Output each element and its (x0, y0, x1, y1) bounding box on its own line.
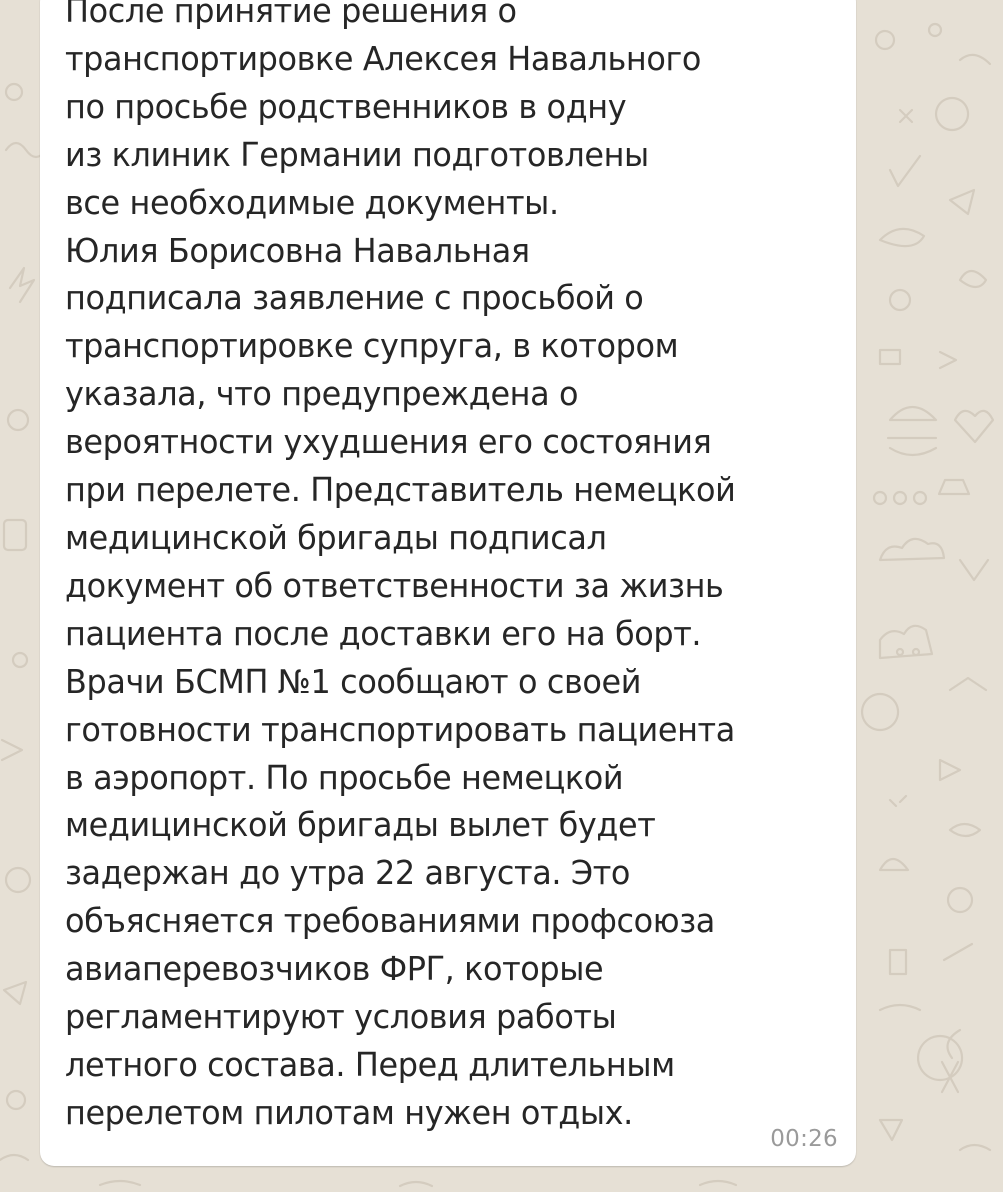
message-bubble[interactable] (40, 0, 856, 1166)
message-line: вероятности ухудшения его состояния (65, 423, 712, 462)
message-line: из клиник Германии подготовлены (65, 135, 649, 174)
message-line: перелетом пилотам нужен отдых. (65, 1093, 633, 1132)
message-line: при перелете. Представитель немецкой (65, 471, 736, 510)
message-line: медицинской бригады вылет будет (65, 806, 656, 845)
message-line: готовности транспортировать пациента (65, 710, 735, 749)
message-line: летного состава. Перед длительным (65, 1045, 675, 1084)
message-line: пациента после доставки его на борт. (65, 614, 702, 653)
message-line: указала, что предупреждена о (65, 375, 579, 414)
message-line: документ об ответственности за жизнь (65, 566, 724, 605)
message-line: транспортировке супруга, в котором (65, 327, 679, 366)
message-line: задержан до утра 22 августа. Это (65, 854, 631, 893)
message-line: все необходимые документы. (65, 183, 559, 222)
message-line: в аэропорт. По просьбе немецкой (65, 758, 624, 797)
message-line: транспортировке Алексея Навального (65, 39, 701, 78)
message-line: Юлия Борисовна Навальная (65, 231, 530, 270)
message-line: подписала заявление с просьбой о (65, 279, 644, 318)
message-line: по просьбе родственников в одну (65, 87, 627, 126)
message-timestamp: 00:26 (770, 1126, 838, 1152)
message-line: После принятие решения о (65, 0, 517, 30)
message-line: авиаперевозчиков ФРГ, которые (65, 950, 604, 989)
message-line: Врачи БСМП №1 сообщают о своей (65, 662, 642, 701)
message-text (65, 0, 855, 1138)
message-line: медицинской бригады подписал (65, 518, 607, 557)
message-line: регламентируют условия работы (65, 998, 617, 1037)
message-line: объясняется требованиями профсоюза (65, 902, 715, 941)
